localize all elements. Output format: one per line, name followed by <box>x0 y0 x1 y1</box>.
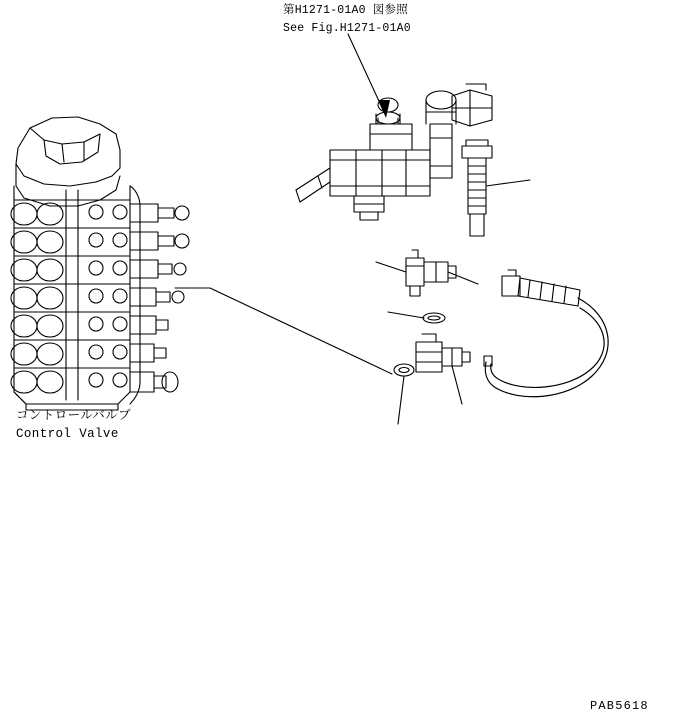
control-valve-assembly <box>11 117 189 410</box>
leader-lines <box>175 34 530 424</box>
elbow-fitting <box>406 250 456 296</box>
tee-port-fitting <box>394 334 470 376</box>
reference-note-japanese: 第H1271-01A0 図参照 <box>283 4 408 17</box>
control-valve-label-english: Control Valve <box>16 427 119 441</box>
flexible-hose <box>484 270 608 397</box>
reference-note-english: See Fig.H1271-01A0 <box>283 22 411 35</box>
drawing-code: PAB5618 <box>590 699 649 713</box>
hose-threaded-sleeve <box>462 140 492 236</box>
control-valve-label-japanese: コントロールバルブ <box>16 409 131 423</box>
pilot-valve-assembly <box>296 84 492 220</box>
o-ring-seal <box>423 313 445 323</box>
